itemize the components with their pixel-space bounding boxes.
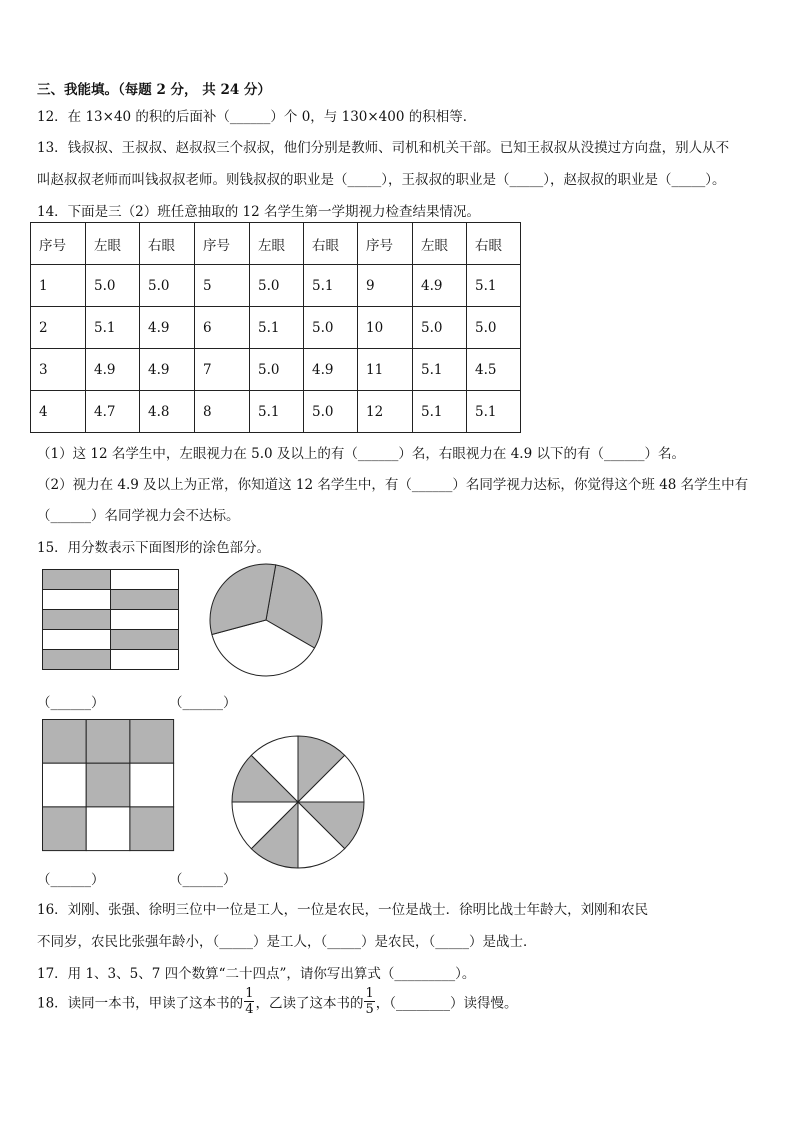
figure-1-cell — [43, 570, 111, 590]
table-cell: 4.9 — [86, 349, 140, 391]
question-15: 15．用分数表示下面图形的涂色部分。 — [37, 540, 271, 556]
table-cell: 序号 — [358, 223, 413, 265]
table-row — [31, 307, 521, 349]
figure-circle-thirds — [208, 563, 324, 679]
table-cell: 左眼 — [250, 223, 304, 265]
question-16-line-2: 不同岁，农民比张强年龄小，（_____）是工人，（_____）是农民，（_____）是战士． — [37, 934, 537, 950]
table-cell: 4.9 — [140, 349, 195, 391]
fraction-one-fifth — [364, 987, 374, 1016]
question-18-part-1: 18．读同一本书，甲读了这本书的 — [37, 995, 244, 1012]
table-cell: 5.1 — [250, 307, 304, 349]
fraction-1-numerator: 1 — [245, 986, 254, 1001]
table-cell: 5.1 — [304, 265, 358, 307]
table-cell: 4.7 — [86, 391, 140, 433]
question-14-sub-1: （1）这 12 名学生中，左眼视力在 5.0 及以上的有（______）名，右眼视力在 4.9 以下的有（______）名。 — [37, 446, 685, 462]
table-cell: 5.0 — [304, 391, 358, 433]
table-cell: 4.9 — [413, 265, 467, 307]
question-17: 17．用 1、3、5、7 四个数算“二十四点”，请你写出算式（_________）。 — [37, 966, 476, 982]
fraction-2-denominator: 5 — [365, 1002, 374, 1017]
figure-1-cell — [111, 650, 179, 670]
table-cell: 4.5 — [467, 349, 521, 391]
figure-3-cell — [86, 720, 130, 764]
table-cell: 5.0 — [413, 307, 467, 349]
table-cell: 8 — [195, 391, 250, 433]
figure-1-cell — [111, 570, 179, 590]
table-row — [31, 391, 521, 433]
table-cell: 2 — [31, 307, 86, 349]
answer-blank-3[interactable]: （______） — [37, 872, 105, 888]
table-cell: 左眼 — [86, 223, 140, 265]
table-cell: 右眼 — [467, 223, 521, 265]
table-cell: 5.0 — [250, 265, 304, 307]
table-cell: 序号 — [31, 223, 86, 265]
table-row — [31, 265, 521, 307]
figure-3-cell — [86, 807, 130, 851]
figure-3-cell — [130, 763, 174, 807]
table-cell: 5.0 — [304, 307, 358, 349]
table-cell: 1 — [31, 265, 86, 307]
question-16-line-1: 16．刘刚、张强、徐明三位中一位是工人，一位是农民，一位是战士．徐明比战士年龄大，刘刚和农民 — [37, 902, 649, 918]
fraction-1-denominator: 4 — [245, 1002, 254, 1017]
question-14-intro: 14．下面是三（2）班任意抽取的 12 名学生第一学期视力检查结果情况。 — [37, 204, 481, 220]
table-cell: 5.1 — [467, 265, 521, 307]
figure-1-cell — [111, 610, 179, 630]
question-14-sub-2-line-1: （2）视力在 4.9 及以上为正常，你知道这 12 名学生中，有（______）名同学视力达标，你觉得这个班 48 名学生中有 — [37, 477, 749, 493]
fraction-one-quarter — [244, 987, 254, 1016]
figure-striped-rectangle — [42, 569, 179, 671]
figure-3-cell — [130, 807, 174, 851]
fraction-2-numerator: 1 — [365, 986, 374, 1001]
question-18 — [37, 987, 518, 1016]
table-cell: 序号 — [195, 223, 250, 265]
figure-circle-eighths — [232, 735, 368, 871]
table-cell: 4.9 — [304, 349, 358, 391]
figure-3-cell — [43, 720, 87, 764]
table-cell: 4.8 — [140, 391, 195, 433]
figure-3-cell — [43, 763, 87, 807]
figure-1-cell — [43, 590, 111, 610]
answer-blank-2[interactable]: （______） — [169, 695, 237, 711]
figure-1-cell — [111, 590, 179, 610]
question-12: 12．在 13×40 的积的后面补（______）个 0，与 130×400 的积相等． — [37, 109, 477, 125]
table-cell: 左眼 — [413, 223, 467, 265]
table-cell: 5.0 — [467, 307, 521, 349]
figure-grid-3x3 — [42, 719, 174, 851]
table-cell: 7 — [195, 349, 250, 391]
answer-blank-4[interactable]: （______） — [169, 872, 237, 888]
section-title: 三、我能填。（每题 2 分， 共 24 分） — [37, 82, 271, 98]
table-cell: 6 — [195, 307, 250, 349]
table-cell: 12 — [358, 391, 413, 433]
figure-3-cell — [130, 720, 174, 764]
table-row — [31, 349, 521, 391]
table-cell: 5.0 — [250, 349, 304, 391]
table-cell: 5 — [195, 265, 250, 307]
figure-3-cell — [43, 807, 87, 851]
figure-1-cell — [111, 630, 179, 650]
table-cell: 3 — [31, 349, 86, 391]
figure-1-cell — [43, 610, 111, 630]
question-13-line-2: 叫赵叔叔老师而叫钱叔叔老师。则钱叔叔的职业是（_____），王叔叔的职业是（_____），赵叔叔的职业是（_____）。 — [37, 172, 726, 188]
table-cell: 5.1 — [413, 391, 467, 433]
table-cell: 5.1 — [86, 307, 140, 349]
table-cell: 5.1 — [250, 391, 304, 433]
table-cell: 11 — [358, 349, 413, 391]
table-cell: 5.1 — [467, 391, 521, 433]
table-cell: 5.0 — [86, 265, 140, 307]
table-cell: 右眼 — [140, 223, 195, 265]
question-14-sub-2-line-2: （______）名同学视力会不达标。 — [37, 508, 240, 524]
table-cell: 右眼 — [304, 223, 358, 265]
figure-3-cell — [86, 763, 130, 807]
table-cell: 5.1 — [413, 349, 467, 391]
table-header-row — [31, 223, 521, 265]
question-18-part-2: ，乙读了这本书的 — [255, 995, 364, 1012]
figure-1-cell — [43, 630, 111, 650]
table-cell: 4.9 — [140, 307, 195, 349]
answer-blank-1[interactable]: （______） — [37, 695, 105, 711]
question-18-part-3: ，（________）读得慢。 — [375, 995, 518, 1012]
vision-table — [30, 222, 521, 433]
question-13-line-1: 13．钱叔叔、王叔叔、赵叔叔三个叔叔，他们分别是教师、司机和机关干部。已知王叔叔从没摸过方向盘，别人从不 — [37, 140, 730, 156]
table-cell: 9 — [358, 265, 413, 307]
figure-1-cell — [43, 650, 111, 670]
table-cell: 5.0 — [140, 265, 195, 307]
table-cell: 10 — [358, 307, 413, 349]
table-cell: 4 — [31, 391, 86, 433]
